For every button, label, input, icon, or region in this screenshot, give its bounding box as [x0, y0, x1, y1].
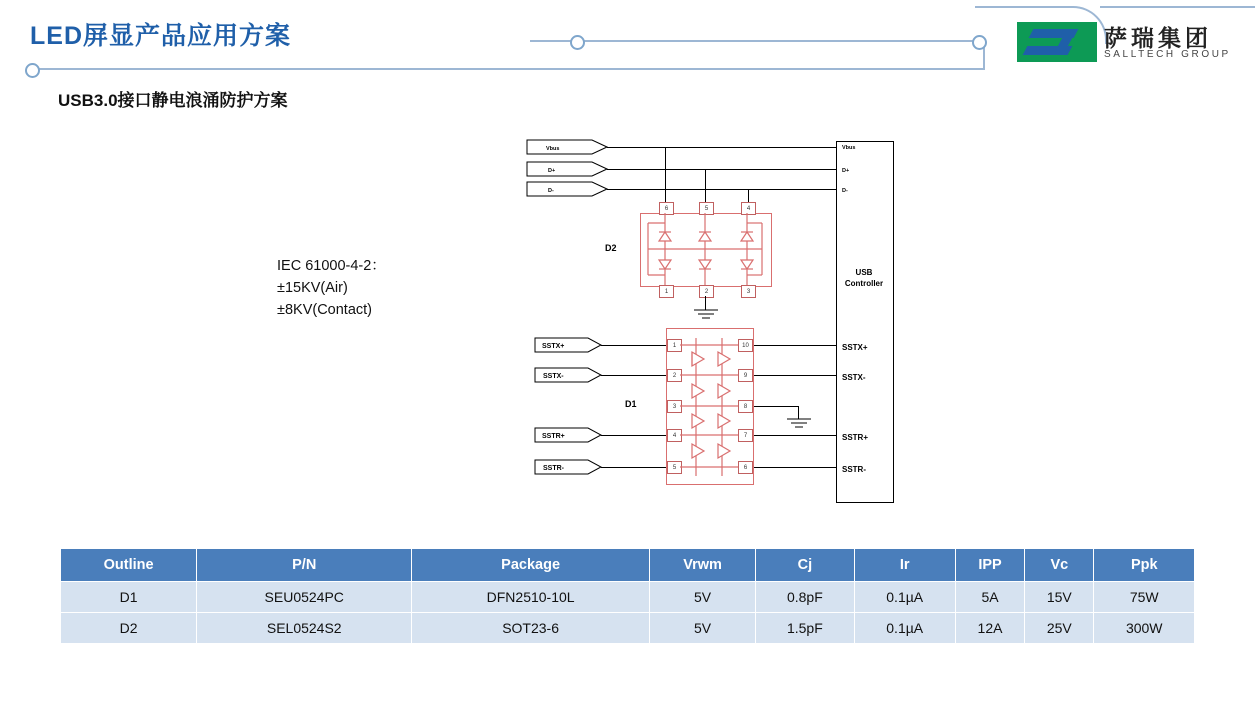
svg-text:SSTR-: SSTR- — [543, 465, 564, 472]
col-cj: Cj — [756, 549, 854, 582]
device-d1-pin-8: 8 — [738, 400, 753, 413]
controller-pin-dplus: D+ — [842, 168, 850, 174]
cell-ipp: 5A — [955, 582, 1024, 613]
device-d1-pin-10: 10 — [738, 339, 753, 352]
port-dplus-connector — [526, 161, 608, 177]
device-d2-pin-1: 1 — [659, 285, 674, 298]
wire-sstr-minus-in — [601, 467, 667, 468]
wire-d2-ground — [705, 296, 706, 310]
header-node-start — [25, 63, 40, 78]
cell-ipp: 12A — [955, 613, 1024, 644]
cell-cj: 0.8pF — [756, 582, 854, 613]
wire-sstx-plus-out — [752, 345, 837, 346]
cell-package: DFN2510-10L — [412, 582, 650, 613]
cell-pn: SEU0524PC — [197, 582, 412, 613]
device-d2-pin-4: 4 — [741, 202, 756, 215]
wire-sstx-minus-out — [752, 375, 837, 376]
device-d1-pin-5: 5 — [667, 461, 682, 474]
svg-text:SSTR+: SSTR+ — [542, 433, 565, 440]
controller-pin-sstx-plus: SSTX+ — [842, 343, 868, 352]
usb-controller-label: USB Controller — [844, 268, 884, 288]
wire-sstx-plus-in — [601, 345, 667, 346]
section-subtitle: USB3.0接口静电浪涌防护方案 — [58, 91, 288, 110]
cell-vc: 25V — [1025, 613, 1094, 644]
table-row — [61, 582, 1195, 613]
col-ipp: IPP — [955, 549, 1024, 582]
cell-pn: SEL0524S2 — [197, 613, 412, 644]
company-name-en: SALLTECH GROUP — [1104, 49, 1231, 60]
cell-ir: 0.1µA — [854, 613, 955, 644]
col-ppk: Ppk — [1094, 549, 1195, 582]
usb-controller-block — [836, 141, 894, 503]
usb-protection-schematic — [500, 125, 920, 505]
controller-pin-sstr-plus: SSTR+ — [842, 433, 869, 442]
cell-vc: 15V — [1025, 582, 1094, 613]
col-outline: Outline — [61, 549, 197, 582]
header-node-right — [972, 35, 987, 50]
wire-dplus — [607, 169, 837, 170]
port-sstx-minus-connector — [534, 367, 602, 383]
svg-text:SSTX+: SSTX+ — [542, 343, 565, 350]
page-title: LED屏显产品应用方案 — [30, 22, 292, 50]
device-d2-label: D2 — [605, 243, 617, 253]
controller-pin-dminus: D- — [842, 188, 848, 194]
header-rule-far-right — [1100, 6, 1255, 8]
svg-text:Vbus: Vbus — [546, 146, 560, 152]
device-d1-pin-6: 6 — [738, 461, 753, 474]
device-d1-label: D1 — [625, 399, 637, 409]
col-vc: Vc — [1025, 549, 1094, 582]
cell-package: SOT23-6 — [412, 613, 650, 644]
device-d1-pin-2: 2 — [667, 369, 682, 382]
device-d1-pin-7: 7 — [738, 429, 753, 442]
spec-note-line-2: ±15KV(Air) — [277, 280, 348, 296]
header-rule-bottom — [30, 68, 985, 70]
svg-text:D-: D- — [548, 188, 554, 194]
col-ir: Ir — [854, 549, 955, 582]
col-vrwm: Vrwm — [650, 549, 756, 582]
wire-d1-ground — [752, 406, 798, 407]
device-d1-pin-1: 1 — [667, 339, 682, 352]
device-d2-pin-6: 6 — [659, 202, 674, 215]
controller-pin-sstx-minus: SSTX- — [842, 373, 866, 382]
cell-outline: D2 — [61, 613, 197, 644]
device-d2-pin-3: 3 — [741, 285, 756, 298]
port-sstr-minus-connector — [534, 459, 602, 475]
device-d2-pin-5: 5 — [699, 202, 714, 215]
controller-pin-vbus: Vbus — [842, 145, 856, 151]
wire-sstx-minus-in — [601, 375, 667, 376]
cell-cj: 1.5pF — [756, 613, 854, 644]
device-d1-pin-3: 3 — [667, 400, 682, 413]
col-package: Package — [412, 549, 650, 582]
port-vbus-connector — [526, 139, 608, 155]
port-sstx-plus-connector — [534, 337, 602, 353]
header-rule-top — [530, 40, 985, 42]
device-d2-pin-2: 2 — [699, 285, 714, 298]
wire-sstr-plus-in — [601, 435, 667, 436]
cell-ppk: 75W — [1094, 582, 1195, 613]
cell-ir: 0.1µA — [854, 582, 955, 613]
svg-text:SSTX-: SSTX- — [543, 373, 564, 380]
spec-note-line-1: IEC 61000-4-2： — [277, 258, 386, 274]
spec-note-line-3: ±8KV(Contact) — [277, 302, 372, 318]
device-d1-pin-4: 4 — [667, 429, 682, 442]
wire-sstr-plus-out — [752, 435, 837, 436]
col-pn: P/N — [197, 549, 412, 582]
cell-vrwm: 5V — [650, 613, 756, 644]
table-row — [61, 613, 1195, 644]
port-sstr-plus-connector — [534, 427, 602, 443]
port-dminus-connector — [526, 181, 608, 197]
table-header-row — [61, 549, 1195, 582]
cell-vrwm: 5V — [650, 582, 756, 613]
wire-vbus — [607, 147, 837, 148]
spec-table — [60, 548, 1195, 644]
controller-pin-sstr-minus: SSTR- — [842, 465, 866, 474]
header-node-left — [570, 35, 585, 50]
page-header — [0, 0, 1256, 78]
svg-text:D+: D+ — [548, 168, 556, 174]
wire-vbus-drop — [665, 147, 666, 205]
company-name-cn: 萨瑞集团 — [1104, 25, 1212, 51]
company-logo-icon — [1017, 22, 1097, 62]
wire-dminus — [607, 189, 837, 190]
wire-dplus-drop — [705, 169, 706, 205]
cell-ppk: 300W — [1094, 613, 1195, 644]
cell-outline: D1 — [61, 582, 197, 613]
spec-note — [277, 255, 386, 321]
device-d1-pin-9: 9 — [738, 369, 753, 382]
wire-sstr-minus-out — [752, 467, 837, 468]
